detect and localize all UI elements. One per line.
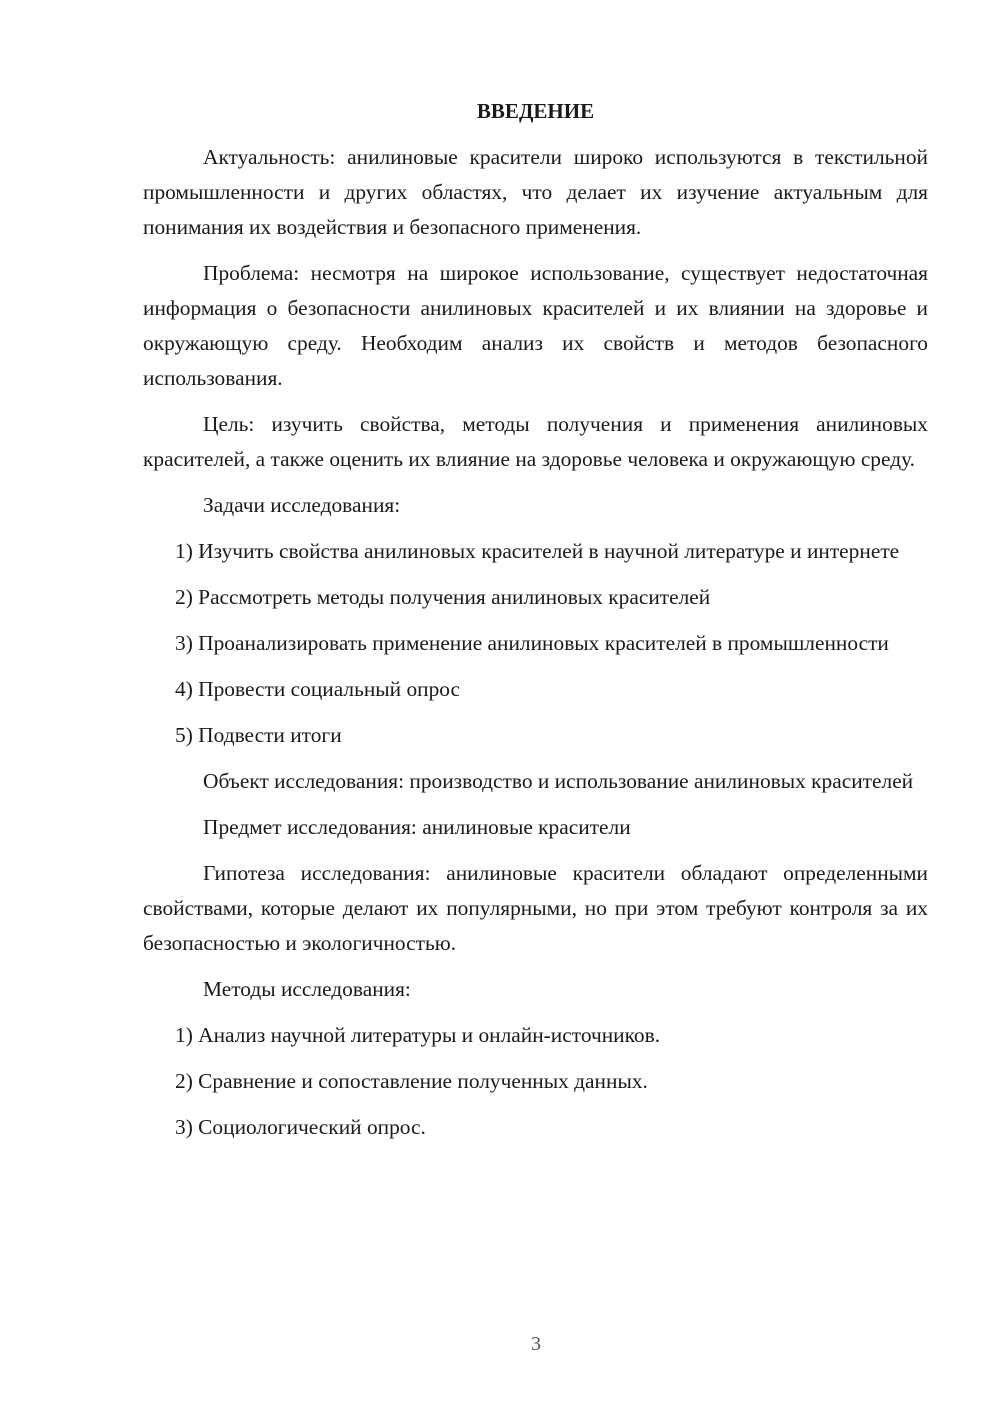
problem-paragraph: Проблема: несмотря на широкое использование, существует недостаточная информация о безопасности анилиновых красителей и их влиянии на здоровье и окружающую среду. Необходим анализ их свойств и методов безопасного использования. — [143, 261, 928, 390]
object-paragraph: Объект исследования: производство и использование анилиновых красителей — [203, 769, 914, 793]
task-item: 1) Изучить свойства анилиновых красителей в научной литературе и интернете — [175, 539, 900, 563]
relevance-paragraph: Актуальность: анилиновые красители широко используются в текстильной промышленности и других областях, что делает их изучение актуальным для понимания их воздействия и безопасного применения. — [143, 145, 928, 239]
method-item: 3) Социологический опрос. — [175, 1115, 426, 1139]
task-item: 5) Подвести итоги — [175, 723, 342, 747]
goal-paragraph: Цель: изучить свойства, методы получения и применения анилиновых красителей, а также оценить их влияние на здоровье человека и окружающую среду. — [143, 412, 928, 471]
task-item: 2) Рассмотреть методы получения анилиновых красителей — [175, 585, 711, 609]
section-title: ВВЕДЕНИЕ — [476, 99, 595, 123]
task-item: 4) Провести социальный опрос — [175, 677, 461, 701]
subject-paragraph: Предмет исследования: анилиновые красители — [203, 815, 631, 839]
hypothesis-paragraph: Гипотеза исследования: анилиновые красители обладают определенными свойствами, которые делают их популярными, но при этом требуют контроля за их безопасностью и экологичностью. — [143, 861, 928, 955]
method-item: 2) Сравнение и сопоставление полученных данных. — [175, 1069, 648, 1093]
tasks-heading: Задачи исследования: — [203, 493, 401, 517]
task-item: 3) Проанализировать применение анилиновых красителей в промышленности — [175, 631, 889, 655]
page-content — [143, 94, 928, 1156]
page-number: 3 — [531, 1333, 541, 1355]
methods-heading: Методы исследования: — [203, 977, 411, 1001]
method-item: 1) Анализ научной литературы и онлайн-источников. — [175, 1023, 661, 1047]
